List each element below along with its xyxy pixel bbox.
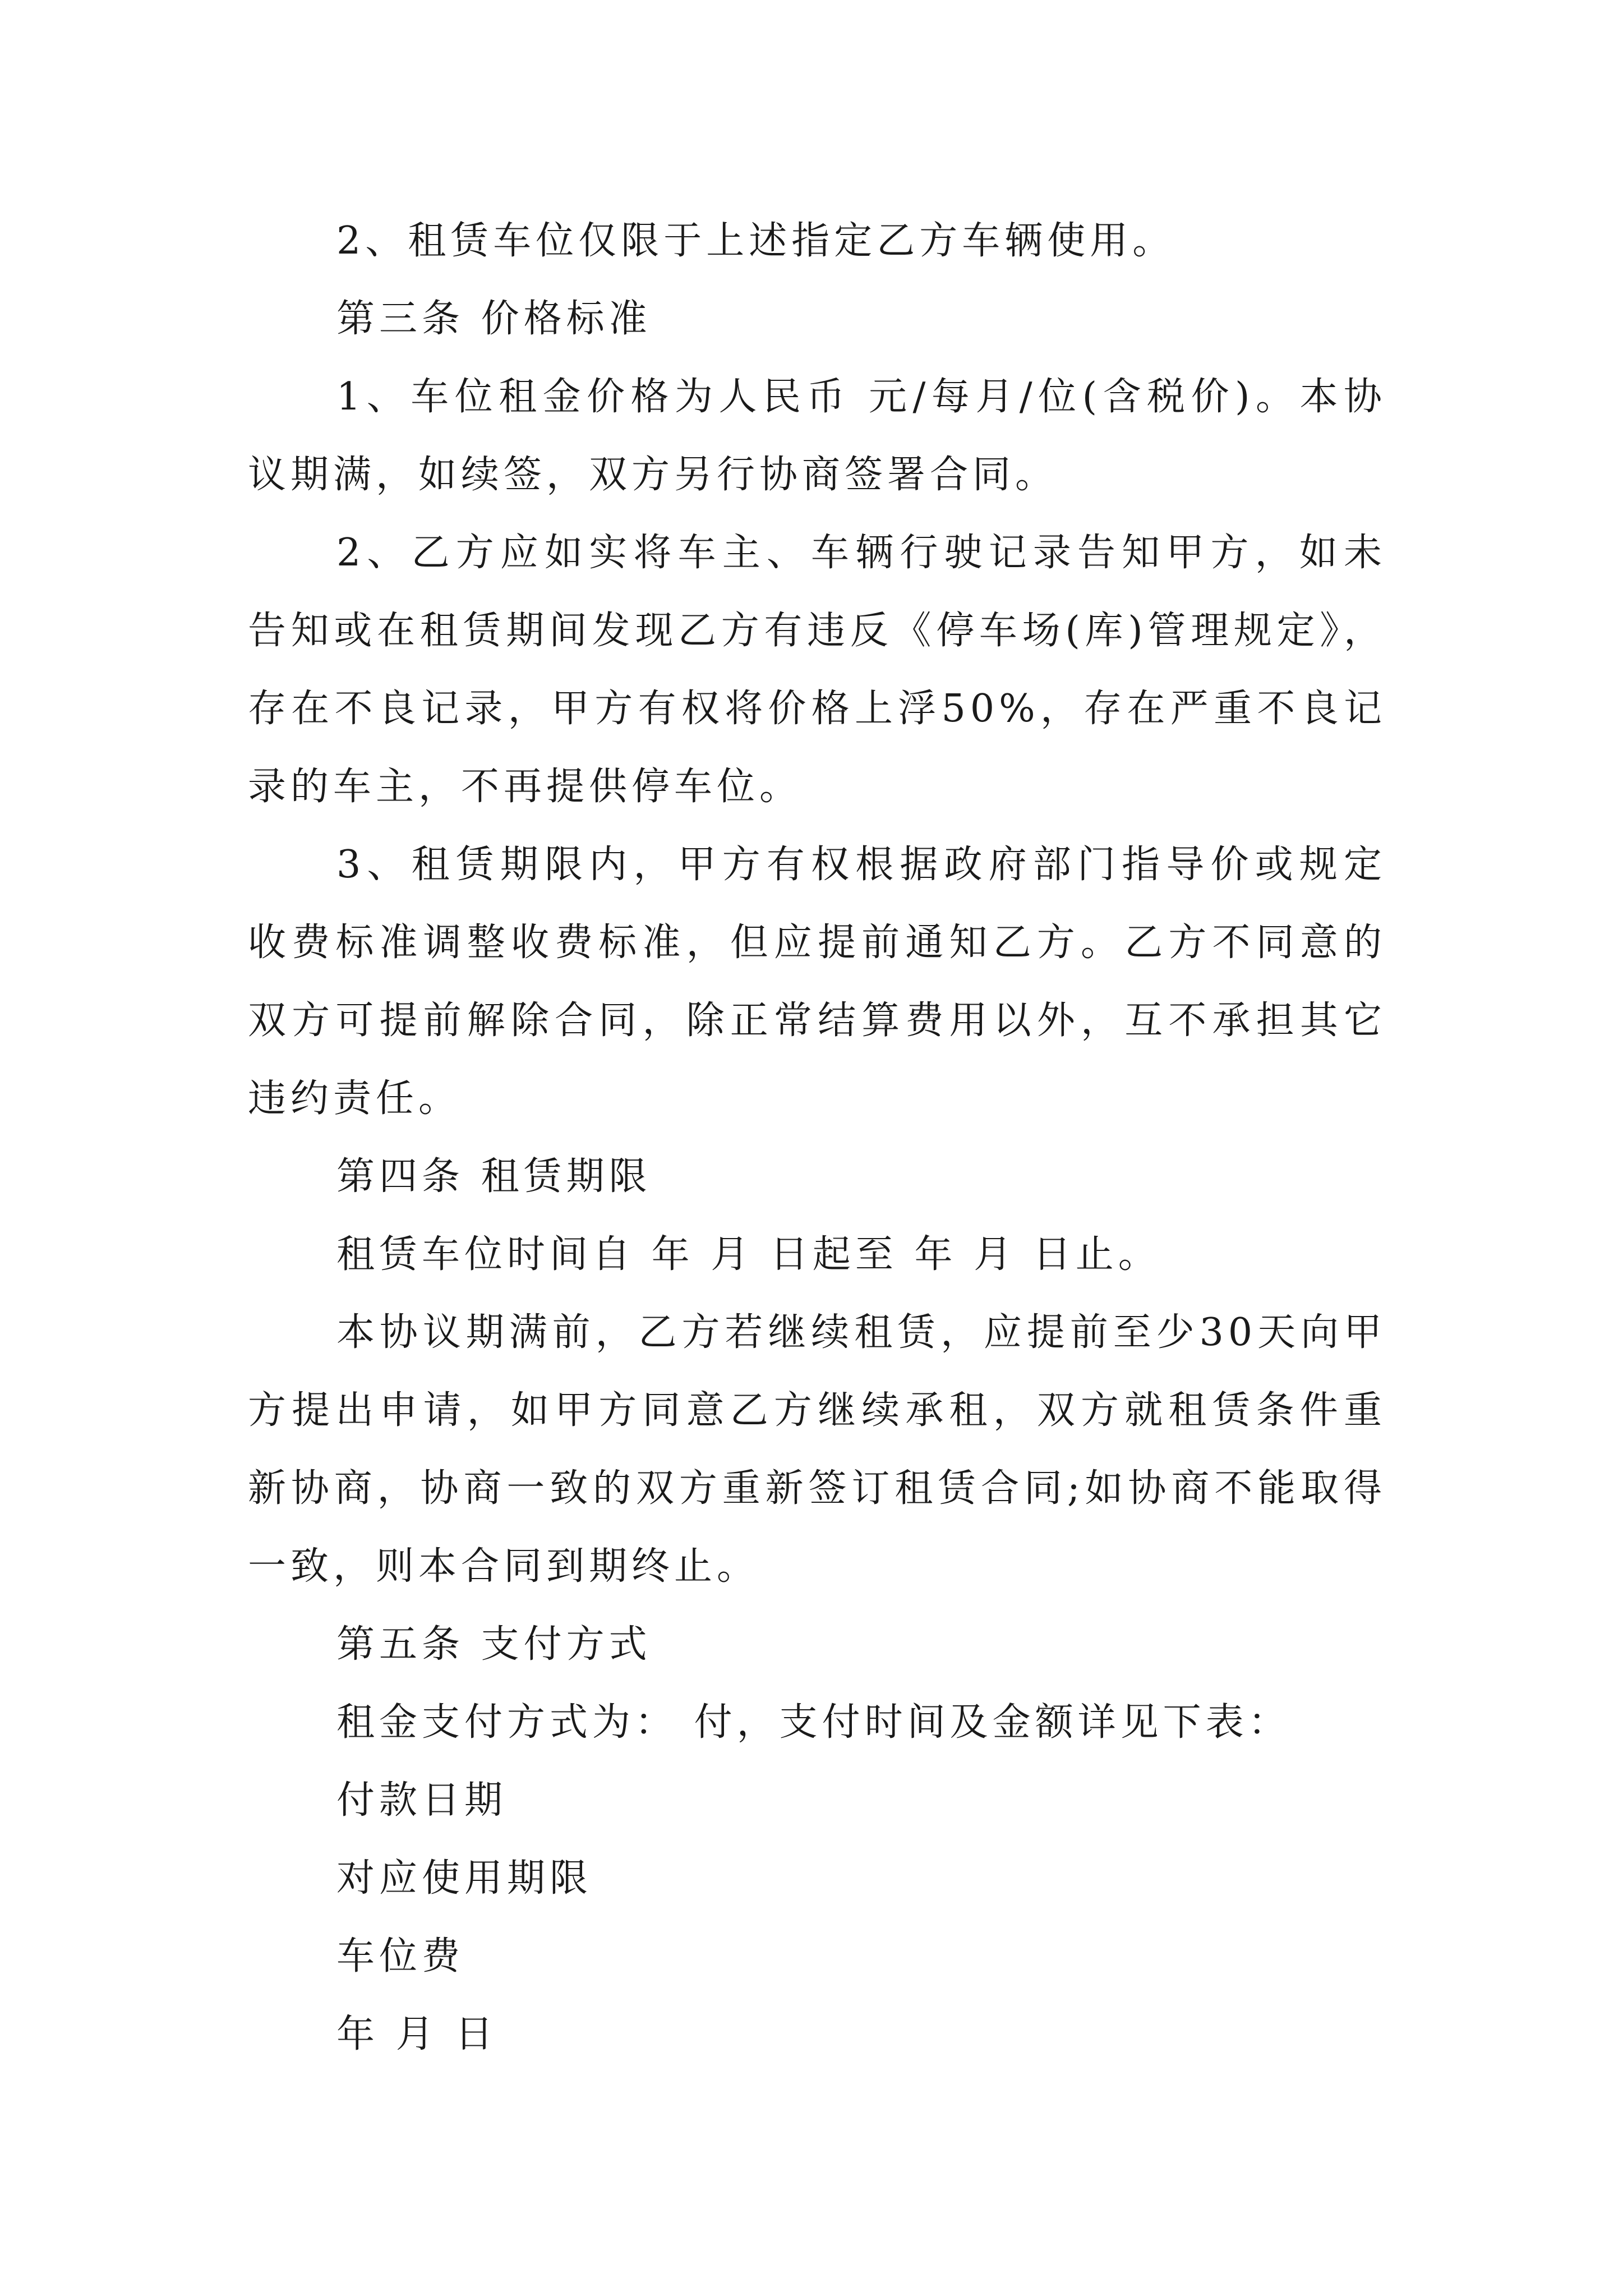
table-header-usage-period: 对应使用期限 [336, 1856, 593, 1901]
table-header-payment-date: 付款日期 [336, 1778, 508, 1823]
table-header-parking-fee: 车位费 [336, 1934, 465, 1978]
table-date-placeholder: 年 月 日 [336, 2012, 498, 2056]
document-body [248, 202, 1386, 2073]
price-clause-3: 3、租赁期限内，甲方有权根据政府部门指导价或规定收费标准调整收费标准，但应提前通知乙方。乙方不同意的双方可提前解除合同，除正常结算费用以外，互不承担其它违约责任。 [248, 843, 1386, 1121]
renewal-clause: 本协议期满前，乙方若继续租赁，应提前至少30天向甲方提出申请，如甲方同意乙方继续承租，双方就租赁条件重新协商，协商一致的双方重新签订租赁合同;如协商不能取得一致，则本合同到期终止。 [248, 1310, 1386, 1589]
price-clause-1: 1、车位租金价格为人民币 元/每月/位(含税价)。本协议期满，如续签，双方另行协商签署合同。 [248, 375, 1386, 497]
article-5-heading: 第五条 支付方式 [336, 1622, 652, 1667]
article-4-heading: 第四条 租赁期限 [336, 1154, 652, 1199]
article-3-heading: 第三条 价格标准 [336, 297, 652, 341]
payment-method-text: 租金支付方式为： 付，支付时间及金额详见下表： [336, 1700, 1291, 1745]
lease-period-text: 租赁车位时间自 年 月 日起至 年 月 日止。 [336, 1232, 1161, 1277]
clause-2-vehicle-restriction: 2、租赁车位仅限于上述指定乙方车辆使用。 [336, 219, 1175, 263]
price-clause-2: 2、乙方应如实将车主、车辆行驶记录告知甲方，如未告知或在租赁期间发现乙方有违反《停车场(库)管理规定》，存在不良记录，甲方有权将价格上浮50%，存在严重不良记录的车主，不再提供停车位。 [248, 531, 1386, 809]
